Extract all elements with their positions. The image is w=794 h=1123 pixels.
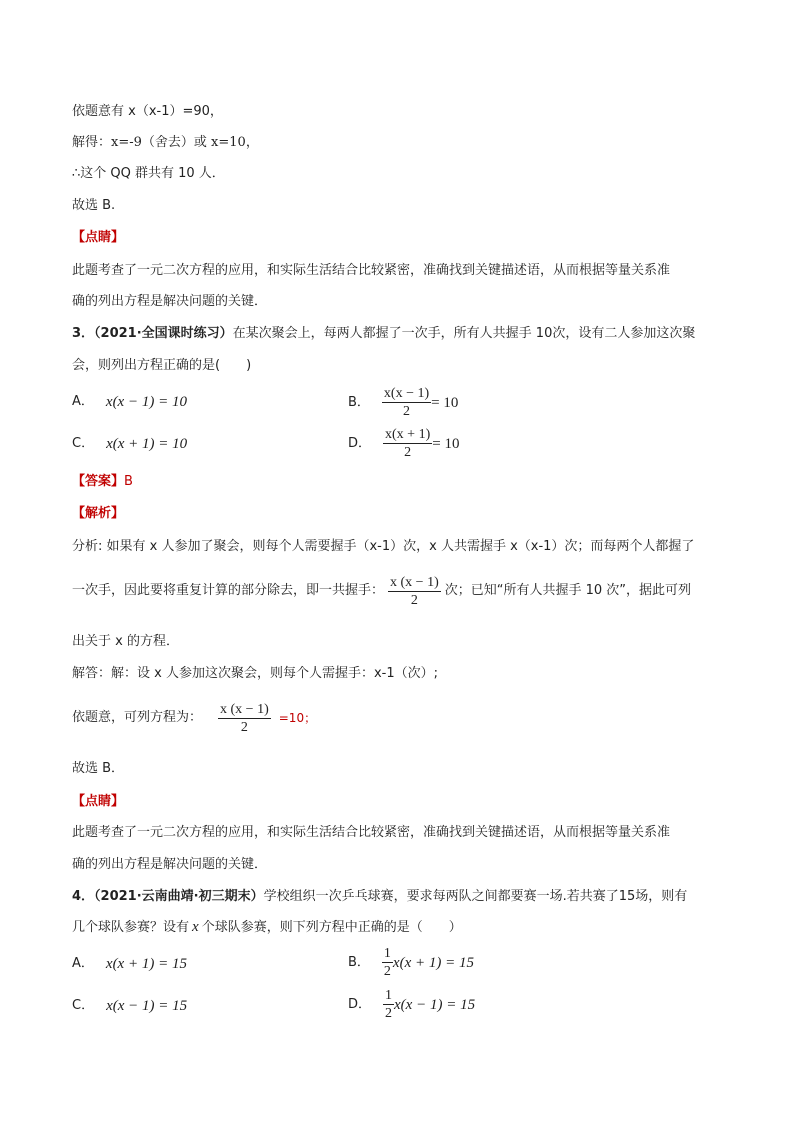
analysis-line-5-text-a: 依题意，可列方程为： xyxy=(72,710,203,725)
q4-option-a[interactable] xyxy=(72,954,187,974)
q3-option-d-label: D． xyxy=(348,435,372,451)
solution-line-1 xyxy=(72,102,223,122)
q4-option-c-label: C． xyxy=(72,998,95,1013)
q3-option-c[interactable] xyxy=(72,434,187,454)
q3-option-c-expr: x(x + 1) = 10 xyxy=(106,436,188,452)
solution-line-2-end: ， xyxy=(245,135,259,150)
analysis-line-1: 分析: 如果有 x 人参加了聚会，则每个人需要握手（x-1）次，x 人共需握手 x（x-1）次；而每两个人都握了 xyxy=(72,539,695,554)
analysis-fraction-2-denominator: 2 xyxy=(240,719,248,735)
q3-stem-line-2: 会，则列出方程正确的是( ) xyxy=(72,358,252,373)
q4-option-d-numerator: 1 xyxy=(385,988,393,1003)
q4-stem-text-2a: 几个球队参赛？设有 xyxy=(72,920,190,935)
analysis-line-6: 故选 B． xyxy=(72,761,125,776)
q4-option-c-expr: x(x − 1) = 15 xyxy=(106,998,188,1014)
q3-option-c-label: C． xyxy=(72,436,95,451)
q3-option-d-fraction xyxy=(383,426,432,461)
q3-option-d[interactable] xyxy=(348,426,459,461)
solution-line-2 xyxy=(72,133,259,153)
dianjing-tag-1: 【点睛】 xyxy=(72,230,125,245)
q4-option-b-expr: x(x + 1) = 15 xyxy=(392,954,474,971)
q4-option-a-label: A． xyxy=(72,956,94,971)
analysis-line-2-text-a: 一次手，因此要将重复计算的部分除去，即一共握手： xyxy=(72,583,385,598)
q4-option-d-denominator: 2 xyxy=(385,1006,393,1021)
answer-tag: 【答案】 xyxy=(72,474,125,489)
analysis-fraction-1-numerator: x (x − 1) xyxy=(390,574,439,590)
q4-stem-line-2 xyxy=(72,917,462,938)
q3-option-b[interactable] xyxy=(348,385,458,420)
q3-option-b-numerator: x(x − 1) xyxy=(383,386,430,401)
q3-number: 3． xyxy=(72,326,95,341)
q3-source: （2021·全国课时练习） xyxy=(94,326,233,341)
dianjing-tag-2: 【点睛】 xyxy=(72,794,125,809)
q4-option-d-expr: x(x − 1) = 15 xyxy=(394,996,476,1013)
dianjing-text-2a: 此题考查了一元二次方程的应用，和实际生活结合比较紧密，准确找到关键描述语，从而根据等量关系准 xyxy=(72,825,671,840)
q3-answer-line xyxy=(72,472,133,492)
q3-stem-line-1 xyxy=(72,324,695,344)
analysis-fraction-2 xyxy=(218,701,271,736)
q4-stem-text-1: 学校组织一次乒乓球赛，要求每两队之间都要赛一场.若共赛了15场，则有 xyxy=(263,889,688,904)
q4-option-a-expr: x(x + 1) = 15 xyxy=(105,956,187,972)
q4-option-d-label: D． xyxy=(348,996,372,1012)
analysis-fraction-2-numerator: x (x − 1) xyxy=(220,701,269,717)
q4-stem-line-1 xyxy=(72,887,687,907)
solution-line-2-mid: （舍去）或 xyxy=(141,135,212,150)
q4-option-d[interactable] xyxy=(348,987,475,1022)
analysis-line-3: 出关于 x 的方程． xyxy=(72,634,179,649)
q4-option-b-label: B． xyxy=(348,954,370,970)
dianjing-text-1b: 确的列出方程是解决问题的关键． xyxy=(72,294,268,309)
q4-option-b[interactable] xyxy=(348,945,474,980)
solution-line-3 xyxy=(72,164,225,184)
q3-option-a-expr: x(x − 1) = 10 xyxy=(105,394,187,410)
analysis-fraction-1 xyxy=(388,574,441,609)
q3-option-a-label: A． xyxy=(72,394,94,409)
root-2: x=10 xyxy=(211,135,246,150)
q3-option-b-label: B． xyxy=(348,394,370,410)
analysis-line-5 xyxy=(72,699,316,737)
q4-option-c[interactable] xyxy=(72,996,187,1016)
analysis-line-2-text-b: 次；已知“所有人共握手 10 次”，据此可列 xyxy=(444,583,692,598)
q4-option-b-fraction xyxy=(382,945,393,980)
solution-line-2-label: 解得： xyxy=(72,135,112,150)
choice-text: 故选 B. xyxy=(72,198,116,213)
dianjing-text-2b: 确的列出方程是解决问题的关键． xyxy=(72,857,268,872)
dianjing-text-1a: 此题考查了一元二次方程的应用，和实际生活结合比较紧密，准确找到关键描述语，从而根据等量关系准 xyxy=(72,263,671,278)
q3-option-d-denominator: 2 xyxy=(404,445,412,460)
q4-option-b-denominator: 2 xyxy=(383,964,391,979)
q4-option-b-numerator: 1 xyxy=(383,946,391,961)
q3-option-a[interactable] xyxy=(72,392,187,412)
answer-value: B xyxy=(124,474,133,489)
q4-option-d-fraction xyxy=(383,987,394,1022)
q3-option-b-denominator: 2 xyxy=(403,404,411,419)
analysis-line-2 xyxy=(72,572,691,610)
q4-variable-x: x xyxy=(192,919,199,935)
solution-line-4 xyxy=(72,196,115,216)
q3-option-d-rhs: = 10 xyxy=(432,435,460,452)
analysis-tag: 【解析】 xyxy=(72,506,125,521)
analysis-fraction-1-denominator: 2 xyxy=(410,592,418,608)
analysis-line-5-text-b: =10； xyxy=(278,711,317,725)
conclusion-text: ∴这个 QQ 群共有 10 人． xyxy=(72,166,225,181)
root-1: x=-9 xyxy=(111,135,142,150)
solution-line-1-text: 依题意有 x（x-1）=90， xyxy=(72,104,223,119)
q4-number: 4． xyxy=(72,889,95,904)
q4-stem-text-2b: 个球队参赛，则下列方程中正确的是（ ） xyxy=(201,920,462,935)
q3-option-b-rhs: = 10 xyxy=(431,394,459,411)
q4-source: （2021·云南曲靖·初三期末） xyxy=(94,889,264,904)
q3-option-d-numerator: x(x + 1) xyxy=(385,427,431,442)
q3-stem-text-1: 在某次聚会上，每两人都握了一次手，所有人共握手 10次，设有二人参加这次聚 xyxy=(232,326,696,341)
q3-option-b-fraction xyxy=(382,385,431,420)
analysis-line-4: 解答：解：设 x 人参加这次聚会，则每个人需握手：x-1（次）; xyxy=(72,666,438,681)
